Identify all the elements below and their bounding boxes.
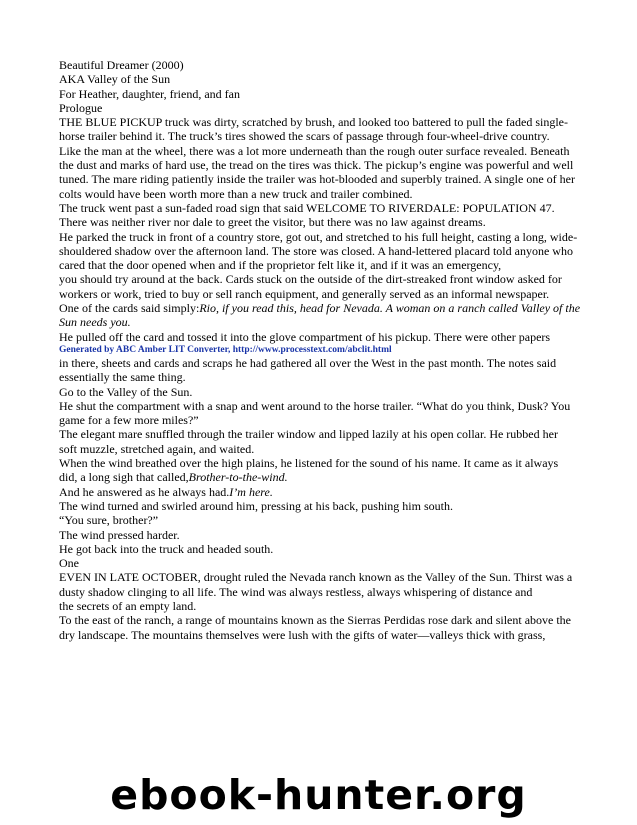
italic-text: I’m here. [229, 484, 273, 499]
paragraph: The wind pressed harder. [59, 527, 180, 542]
paragraph: He parked the truck in front of a country store, got out, and stretched to his full height, casting a long, wide-shouldered shadow over the afternoon land. The store was closed. A hand-lettered placard told anyone who cared that the door opened when and if the proprietor felt like it, and if it was an emergency, [59, 229, 578, 273]
paragraph: He got back into the truck and headed south. [59, 541, 274, 556]
book-aka: AKA Valley of the Sun [59, 72, 171, 87]
paragraph: EVEN IN LATE OCTOBER, drought ruled the Nevada ranch known as the Valley of the Sun. Thirst was a dusty shadow clinging to all life. The wind was always restless, always whispering of distance and [59, 570, 573, 599]
paragraph: Go to the Valley of the Sun. [59, 384, 193, 399]
book-title: Beautiful Dreamer (2000) [59, 58, 184, 72]
paragraph: THE BLUE PICKUP truck was dirty, scratched by brush, and looked too battered to pull the faded single-horse trailer behind it. The truck’s tires showed the scars of passage through four-wheel-drive country. [59, 115, 568, 144]
watermark: ebook-hunter.org [110, 771, 527, 819]
italic-text: Brother-to-the-wind. [188, 470, 288, 485]
italic-text: Rio, if you read this, head for Nevada. A woman on a ranch called Valley of the Sun needs you. [59, 301, 581, 330]
paragraph-text: did, a long sigh that called, [59, 470, 189, 485]
paragraph: He shut the compartment with a snap and went around to the horse trailer. “What do you think, Dusk? You game for a few more miles?” [59, 398, 571, 428]
paragraph: the secrets of an empty land. [59, 598, 197, 613]
paragraph [59, 485, 585, 499]
chapter-heading: One [59, 556, 79, 571]
paragraph: He pulled off the card and tossed it into the glove compartment of his pickup. There were other papers [59, 329, 551, 344]
book-page [59, 58, 585, 642]
paragraph-text: And he answered as he always had. [59, 484, 230, 499]
paragraph: The elegant mare snuffled through the trailer window and lipped lazily at his open collar. He rubbed her [59, 427, 558, 442]
paragraph: Like the man at the wheel, there was a lot more underneath than the rough outer surface revealed. Beneath the dust and marks of hard use, the tread on the tires was thick. The pickup’s engine was powerful and well tuned. The mare riding patiently inside the trailer was hot-blooded and superbly trained. A single one of her colts would have been worth more than a new truck and trailer combined. [59, 143, 575, 201]
paragraph [59, 301, 585, 330]
paragraph: “You sure, brother?” [59, 513, 159, 528]
paragraph: soft muzzle, stretched again, and waited. [59, 441, 255, 456]
paragraph: The wind turned and swirled around him, pressing at his back, pushing him south. [59, 498, 453, 513]
paragraph: When the wind breathed over the high plains, he listened for the sound of his name. It came as it always [59, 456, 559, 471]
paragraph: There was neither river nor dale to greet the visitor, but there was no law against dreams. [59, 215, 486, 230]
prologue-heading: Prologue [59, 100, 103, 115]
paragraph: in there, sheets and cards and scraps he had gathered all over the West in the past month. The notes said essentially the same thing. [59, 355, 557, 385]
paragraph-text: One of the cards said simply: [59, 301, 200, 316]
dedication: For Heather, daughter, friend, and fan [59, 86, 240, 101]
paragraph: To the east of the ranch, a range of mountains known as the Sierras Perdidas rose dark and silent above the dry landscape. The mountains themselves were lush with the gifts of water—valleys thick with grass, [59, 613, 572, 642]
paragraph: you should try around at the back. Cards stuck on the outside of the dirt-streaked front window asked for workers or work, tried to buy or sell ranch equipment, and generally served as an informal newspaper. [59, 272, 562, 301]
converter-banner-link[interactable]: Generated by ABC Amber LIT Converter, http://www.processtext.com/abclit.html [59, 344, 392, 355]
paragraph [59, 470, 585, 484]
paragraph: The truck went past a sun-faded road sign that said WELCOME TO RIVERDALE: POPULATION 47. [59, 200, 555, 215]
